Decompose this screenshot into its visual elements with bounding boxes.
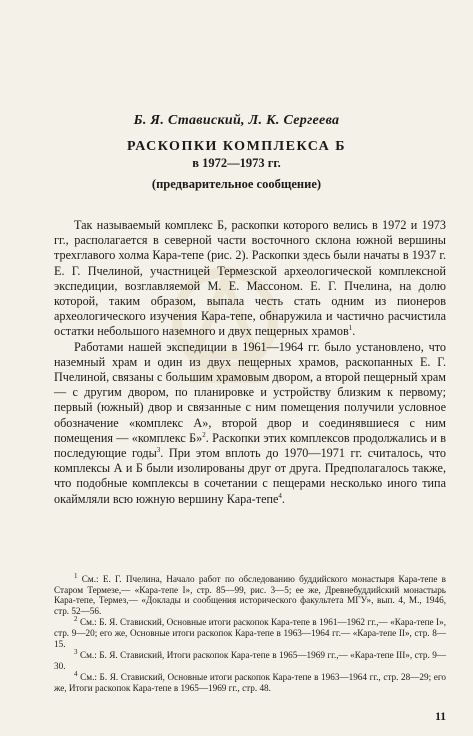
footnote-1 [54,571,447,616]
article-subtitle: (предварительное сообщение) [151,177,322,191]
footnote-ref: 4 [278,491,282,500]
page-number: 11 [435,711,446,723]
paragraph-text: Так называемый комплекс Б, раскопки которого велись в 1972 и 1973 гг., располагается в северной части восточного склона южной вершины трехглавого холма Кара-тепе (рис. 2). Раскопки здесь были начаты в 1937 г. Е. Г. Пчелиной, участницей Термезской археологической комплексной экспедиции, возглавляемой М. Е. Массоном. Е. Г. Пчелина, на долю которой, таким образом, выпала честь стать одним из пионеров археологического изучения Кара-тепе, обнаружила и частично расчистила остатки небольшого наземного и двух пещерных храмов [54,218,446,339]
footnote-2 [54,617,446,649]
paragraph-text: Работами нашей экспедиции в 1961—1964 гг. было установлено, что наземный храм и один из двух пещерных храмов, раскопанных Е. Г. Пчелиной, связаны с большим храмовым двором, а второй пещерный храм — с другим двором, по планировке и устройству близким к первому; первый (южный) двор и связанные с ним помещения получили условное обозначение «комплекс А», второй двор и соединявшиеся с ним помещения — «комплекс Б» [54,339,446,445]
article-authors: Б. Я. Ставиский, Л. К. Сергеева [133,113,340,128]
paragraph-text: . [352,324,356,339]
paragraph-text: . Раскопки этих комплексов продолжались и в последующие годы [54,430,446,461]
footnote-3 [54,650,446,671]
footnote-text: См.: Б. Я. Ставиский, Итоги раскопок Кара-тепе в 1965—1969 гг.,— «Кара-тепе III», стр. 9—30. [54,650,446,671]
footnote-text: См.: Е. Г. Пчелина, Начало работ по обследованию буддийского монастыря Кара-тепе в Старом Термезе,— «Кара-тепе I», стр. 85—99, рис. 3—5; ее же, Древнебуддийский монастырь Кара-тепе, Термез,— «Доклады и сообщения исторического факультета МГУ», вып. 4, М., 1946, стр. 52—56. [54,574,447,616]
paragraph-2 [54,340,446,507]
footnote-text: См.: Б. Я. Ставиский, Основные итоги раскопок Кара-тепе в 1961—1962 гг.,— «Кара-тепе I», стр. 9—20; его же, Основные итоги раскопок Кара-тепе в 1963—1964 гг.— «Кара-тепе II», стр. 8—15. [54,617,447,649]
footnote-ref: 3 [156,445,161,454]
article-title: РАСКОПКИ КОМПЛЕКСА Б [126,139,347,154]
footnotes [54,571,447,695]
article-years: в 1972—1973 гг. [192,156,281,170]
footnote-mark: 4 [74,670,78,679]
paragraph-text: . При этом вплоть до 1970—1971 гг. считалось, что комплексы А и Б были изолированы друг от друга. Предполагалось также, что подобные комплексы в сочетании с пещерами несколько иного типа окаймляли всю южную вершину Кара-тепе [54,446,447,506]
footnote-mark: 1 [74,571,78,580]
footnote-ref: 1 [348,324,353,333]
article-body [54,218,446,507]
footnote-mark: 3 [74,648,78,657]
footnote-text: См.: Б. Я. Ставиский, Основные итоги раскопок Кара-тепе в 1963—1964 гг., стр. 28—29; его же, Итоги раскопок Кара-тепе в 1965—1969 гг., стр. 48. [54,672,446,693]
paragraph-text: . [281,491,285,506]
paragraph-1 [54,218,446,340]
footnote-4 [54,672,446,693]
footnote-mark: 2 [74,615,78,624]
footnote-ref: 2 [202,430,206,439]
